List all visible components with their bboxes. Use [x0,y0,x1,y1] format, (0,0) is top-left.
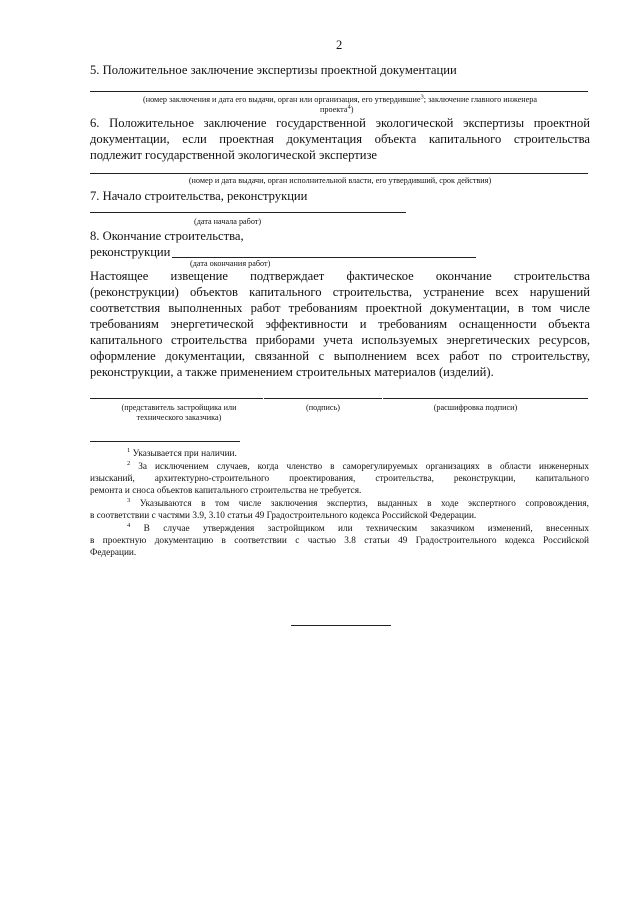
footnote-2-line1 [127,461,589,473]
notice-line-1: Настоящее извещение подтверждает фактическое окончание строительства [90,269,590,283]
signature-sign-caption: (подпись) [306,403,340,412]
notice-line-7: реконструкции, а также применением строительных материалов (изделий). [90,365,494,379]
section-5-caption-close: ) [350,105,354,114]
signature-representative-line [90,398,263,399]
section-7-caption: (дата начала работ) [194,217,262,226]
footnote-3-line2: в соответствии с частями 3.9, 3.10 статьи 49 Градостроительного кодекса Российской Федерации. [90,511,477,521]
signature-sign-line [264,398,382,399]
section-7-heading: 7. Начало строительства, реконструкции [90,189,308,203]
footnote-4-number: 4 [127,521,131,529]
footnote-separator [90,441,240,442]
section-6-fill-line [90,173,588,174]
section-5-caption-b: ; заключение главного инженера [423,95,537,104]
section-5-caption [90,95,590,105]
notice-line-4: требованиям энергетической эффективности и требованиям оснащенности объекта [90,317,590,331]
footnote-ref-4: 4 [347,103,351,111]
signature-representative-caption [90,403,268,423]
footnote-4-line1 [127,523,589,535]
section-5-heading: 5. Положительное заключение экспертизы проектной документации [90,63,457,77]
section-8-caption: (дата окончания работ) [190,259,271,268]
footnote-3-line1 [127,498,589,510]
section-5-caption-project: проекта [320,105,348,114]
section-6-line1: 6. Положительное заключение государственной экологической экспертизы проектной [90,116,590,130]
footnote-2-line2: изысканий, архитектурно-строительного проектирования, строительства, реконструкции, капитального [90,474,589,484]
section-5-caption-a: (номер заключения и дата его выдачи, орган или организация, его утвердившие [142,95,421,104]
section-5-fill-line [90,91,588,92]
section-6-line3: подлежит государственной экологической экспертизе [90,148,378,162]
footnote-4-text-1: В случае утверждения застройщиком или техническим заказчиком изменений, внесенных [143,524,589,534]
section-8-line1: 8. Окончание строительства, [90,229,244,243]
footnote-2-line3: ремонта и сноса объектов капитального строительства не требуется. [90,486,362,496]
section-8-line2: реконструкции [90,245,171,259]
footnote-3-text-1: Указываются в том числе заключения экспертиз, выданных в ходе экспертного сопровождения, [139,499,589,509]
footnote-1-text: Указывается при наличии. [132,449,237,459]
footnote-2-text-1: За исключением случаев, когда членство в саморегулируемых организациях в области инженерных [138,462,589,472]
notice-line-3: соответствия выполненных работ требованиям проектной документации, в том числе [90,301,590,315]
footnote-4-line3: Федерации. [90,548,137,558]
footnote-ref-3: 3 [420,93,424,101]
signature-representative-line2: технического заказчика) [136,413,222,422]
footnote-3-number: 3 [127,496,131,504]
section-6-caption: (номер и дата выдачи, орган исполнительной власти, его утвердивший, срок действия) [188,176,492,185]
footnote-1-number: 1 [127,446,131,454]
end-rule [291,625,391,626]
notice-line-2: (реконструкции) объектов капитального строительства, устранение всех нарушений [90,285,590,299]
section-6-line2: документации, если проектная документация объекта капитального строительства [90,132,590,146]
notice-line-6: оформление документации, связанной с выполнением всех работ по строительству, [90,349,590,363]
section-7-fill-line [90,212,406,213]
section-8-fill-line [172,257,476,258]
footnote-1 [127,448,237,460]
notice-line-5: капитального строительства приборами учета используемых энергетических ресурсов, [90,333,590,347]
footnote-4-line2: в проектную документацию в соответствии с частью 3.8 статьи 49 Градостроительного кодекса Российской [90,536,589,546]
footnote-2-number: 2 [127,459,131,467]
signature-representative-line1: (представитель застройщика или [121,403,237,412]
page-number: 2 [336,38,343,52]
signature-decode-caption: (расшифровка подписи) [433,403,518,412]
signature-decode-line [383,398,588,399]
section-5-caption-line2 [320,105,353,115]
